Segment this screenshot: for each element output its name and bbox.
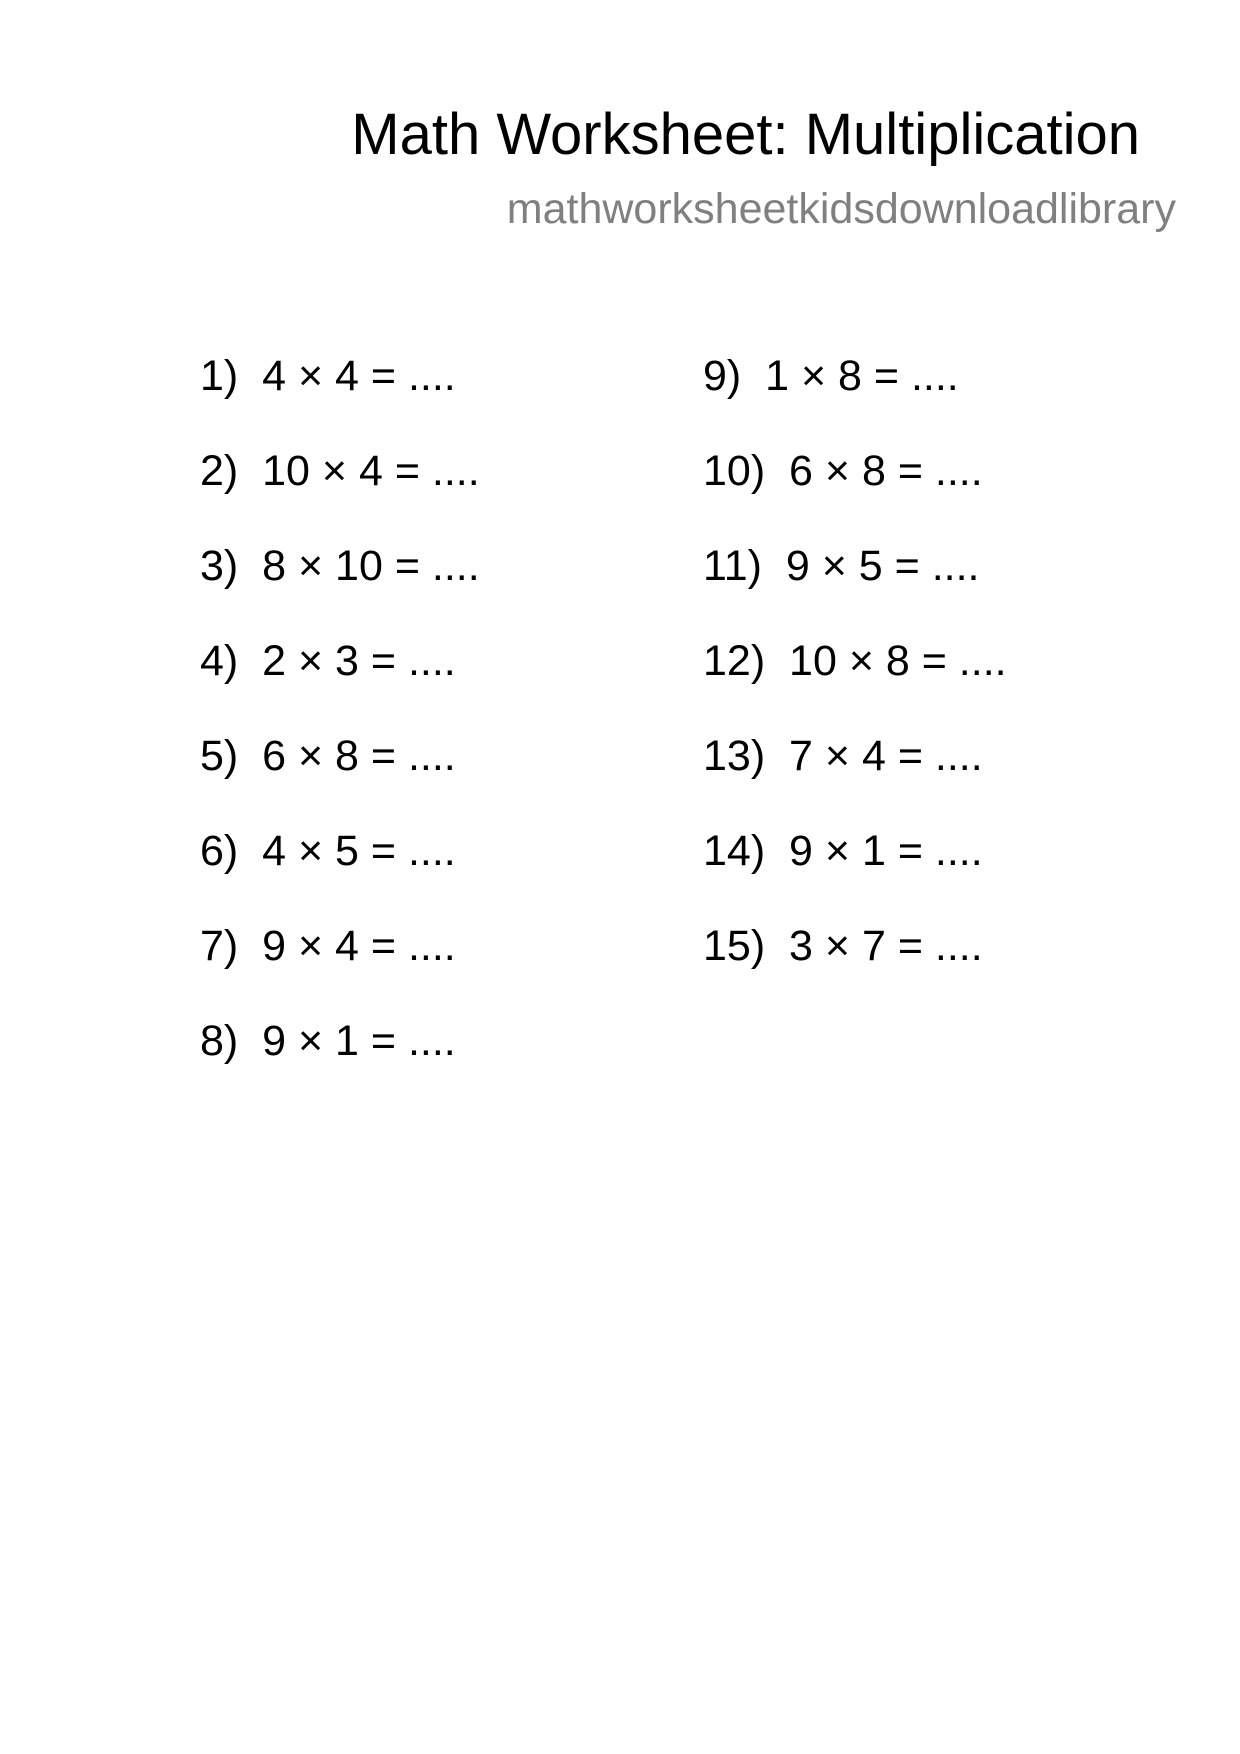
problem-column-left (200, 350, 480, 1110)
problem-column-right (703, 350, 1007, 1015)
problem-item: 5) 6 × 8 = .... (200, 732, 456, 780)
problem-item: 7) 9 × 4 = .... (200, 922, 456, 970)
problem-item: 9) 1 × 8 = .... (703, 352, 959, 400)
problem-item: 4) 2 × 3 = .... (200, 637, 456, 685)
problem-item: 13) 7 × 4 = .... (703, 732, 983, 780)
problem-item: 1) 4 × 4 = .... (200, 352, 456, 400)
problem-item: 10) 6 × 8 = .... (703, 447, 983, 495)
problem-item: 2) 10 × 4 = .... (200, 447, 480, 495)
worksheet-title: Math Worksheet: Multiplication (351, 102, 1140, 167)
problem-item: 6) 4 × 5 = .... (200, 827, 456, 875)
problem-item: 12) 10 × 8 = .... (703, 637, 1007, 685)
problem-item: 8) 9 × 1 = .... (200, 1017, 456, 1065)
problem-item: 3) 8 × 10 = .... (200, 542, 480, 590)
problem-item: 14) 9 × 1 = .... (703, 827, 983, 875)
problem-item: 11) 9 × 5 = .... (703, 542, 980, 590)
problem-item: 15) 3 × 7 = .... (703, 922, 983, 970)
worksheet-source: mathworksheetkidsdownloadlibrary (506, 185, 1176, 233)
